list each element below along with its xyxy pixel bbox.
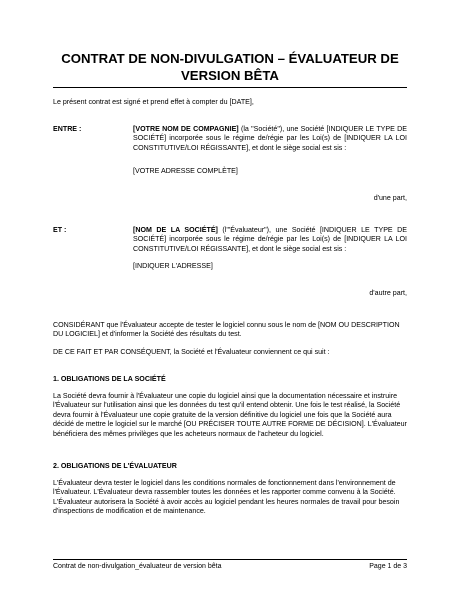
party2-name: [NOM DE LA SOCIÉTÉ] (133, 226, 218, 234)
party2-body: (l'"Évaluateur"), une Société [INDIQUER LE TYPE DE SOCIÉTÉ] incorporée sous le régime de/régie par les Loi(s) de [INDIQUER LA LOI CONSTITUTIVE/LOI RÉGISSANTE], et dont le siège social est sis : (133, 226, 408, 253)
party1-address: [VOTRE ADRESSE COMPLÈTE] (133, 167, 238, 175)
title-rule (53, 87, 407, 88)
section1-body: La Société devra fournir à l'Évaluateur une copie du logiciel ainsi que la documentation nécessaire et instruire l'Évaluateur sur l'utilisation ainsi que les données du test qu'il entend obtenir. Une fois le test réalisé, la Société devra fournir à l'Évaluateur une copie gratuite de la version définitive du logiciel une fois que la Société aura décidé de mettre le logiciel sur le marché [OU PRÉCISER TOUTE AUTRE FORME DE DÉCISION]. L'Évaluateur bénéficiera des mêmes privilèges que les acheteurs normaux de l'acheteur du logiciel. (53, 392, 407, 438)
considerant-paragraph: CONSIDÉRANT que l'Évaluateur accepte de tester le logiciel connu sous le nom de [NOM OU DESCRIPTION DU LOGICIEL] et d'informer la Société des résultats du test. (53, 321, 400, 339)
party1-paragraph (133, 125, 407, 153)
footer-document-name: Contrat de non-divulgation_évaluateur de version bêta (53, 563, 222, 570)
footer-rule (53, 559, 407, 560)
party2-address: [INDIQUER L'ADRESSE] (133, 262, 213, 270)
party1-body: (la "Société"), une Société [INDIQUER LE TYPE DE SOCIÉTÉ] incorporée sous le régime de/régie par les Loi(s) de [INDIQUER LA LOI CONSTITUTIVE/LOI RÉGISSANTE], et dont le siège social est sis : (133, 125, 408, 152)
section2-heading: 2. OBLIGATIONS DE L'ÉVALUATEUR (53, 462, 177, 470)
document-title: CONTRAT DE NON-DIVULGATION – ÉVALUATEUR DE VERSION BÊTA (61, 51, 399, 83)
party1-name: [VOTRE NOM DE COMPAGNIE] (133, 125, 239, 133)
party1-closing: d'une part, (373, 194, 407, 202)
consequence-paragraph: DE CE FAIT ET PAR CONSÉQUENT, la Société et l'Évaluateur conviennent ce qui suit : (53, 348, 330, 356)
party2-label: ET : (53, 226, 67, 234)
footer-page-number: Page 1 de 3 (369, 563, 407, 570)
section2-body: L'Évaluateur devra tester le logiciel dans les conditions normales de fonctionnement dans l'environnement de l'Évaluateur. L'Évaluateur devra rassembler toutes les données et les rapporter comme convenu à la Société. L'Évaluateur autorisera la Société à avoir accès au logiciel pendant les heures normales de travail pour besoin d'inspections de modification et de maintenance. (53, 479, 400, 516)
party1-label: ENTRE : (53, 125, 82, 133)
section1-heading: 1. OBLIGATIONS DE LA SOCIÉTÉ (53, 375, 166, 383)
intro-paragraph: Le présent contrat est signé et prend effet à compter du [DATE], (53, 98, 254, 106)
party2-paragraph (133, 226, 407, 254)
party2-closing: d'autre part, (369, 289, 407, 297)
